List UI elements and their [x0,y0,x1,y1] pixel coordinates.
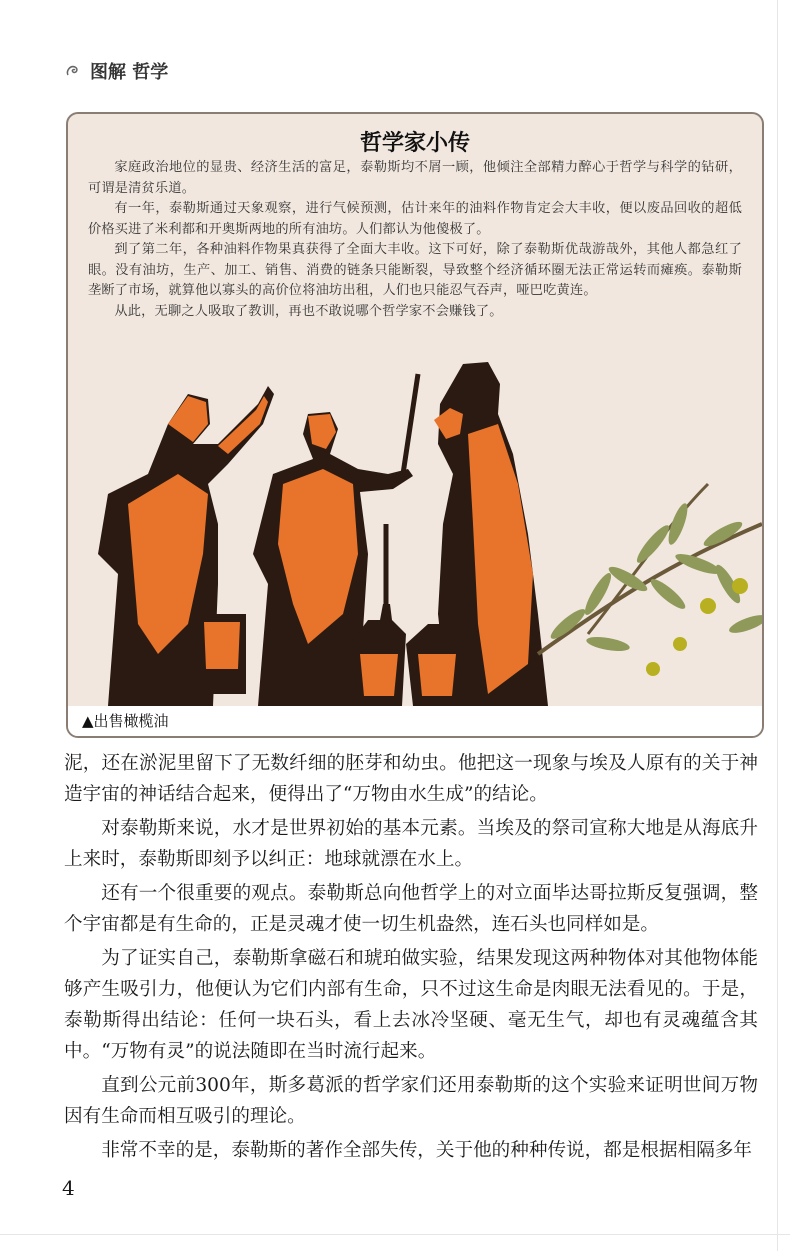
bio-paragraph: 家庭政治地位的显贵、经济生活的富足，泰勒斯均不屑一顾，他倾注全部精力醉心于哲学与科学的钻研，可谓是清贫乐道。 [88,160,742,196]
page-edge-right [777,0,778,1251]
page-edge-bottom [0,1234,790,1235]
body-paragraph: 为了证实自己，泰勒斯拿磁石和琥珀做实验，结果发现这两种物体对其他物体能够产生吸引力，他便认为它们内部有生命，只不过这生命是肉眼无法看见的。于是，泰勒斯得出结论：任何一块石头，看上去冰冷坚硬、毫无生气，却也有灵魂蕴含其中。“万物有灵”的说法随即在当时流行起来。 [64,948,758,1062]
bio-box-title: 哲学家小传 [359,131,470,156]
bio-paragraph: 到了第二年，各种油料作物果真获得了全面大丰收。这下可好，除了泰勒斯优哉游哉外，其他人都急红了眼。没有油坊，生产、加工、销售、消费的链条只能断裂，导致整个经济循环圈无法正常运转而瘫痪。泰勒斯垄断了市场，就算他以寡头的高价位将油坊出租，人们也只能忍气吞声，哑巴吃黄连。 [88,242,742,298]
philosopher-bio-box [66,112,764,738]
bio-paragraph: 有一年，泰勒斯通过天象观察，进行气候预测，估计来年的油料作物肯定会大丰收，便以废品回收的超低价格买进了米利都和开奥斯两地的所有油坊。人们都认为他傻极了。 [88,201,742,237]
image-caption: ▲出售橄榄油 [68,706,762,736]
bio-paragraph: 从此，无聊之人吸取了教训，再也不敢说哪个哲学家不会赚钱了。 [114,303,503,319]
olive-oil-sale-illustration [68,324,762,706]
page-number: 4 [62,1176,75,1200]
body-paragraph: 还有一个很重要的观点。泰勒斯总向他哲学上的对立面毕达哥拉斯反复强调，整个宇宙都是有生命的，正是灵魂才使一切生机盎然，连石头也同样如是。 [64,883,758,935]
swirl-ornament-icon [64,61,84,81]
main-body-text [64,748,758,1169]
body-paragraph: 直到公元前300年，斯多葛派的哲学家们还用泰勒斯的这个实验来证明世间万物因有生命而相互吸引的理论。 [64,1075,758,1127]
body-paragraph: 非常不幸的是，泰勒斯的著作全部失传，关于他的种种传说，都是根据相隔多年 [101,1140,752,1161]
section-label: 图解 哲学 [90,62,169,83]
bio-text [88,158,742,322]
body-paragraph: 对泰勒斯来说，水才是世界初始的基本元素。当埃及的祭司宣称大地是从海底升上来时，泰勒斯即刻予以纠正：地球就漂在水上。 [64,818,758,870]
running-head [64,58,168,84]
body-paragraph: 泥，还在淤泥里留下了无数纤细的胚芽和幼虫。他把这一现象与埃及人原有的关于神造宇宙的神话结合起来，便得出了“万物由水生成”的结论。 [64,753,758,805]
